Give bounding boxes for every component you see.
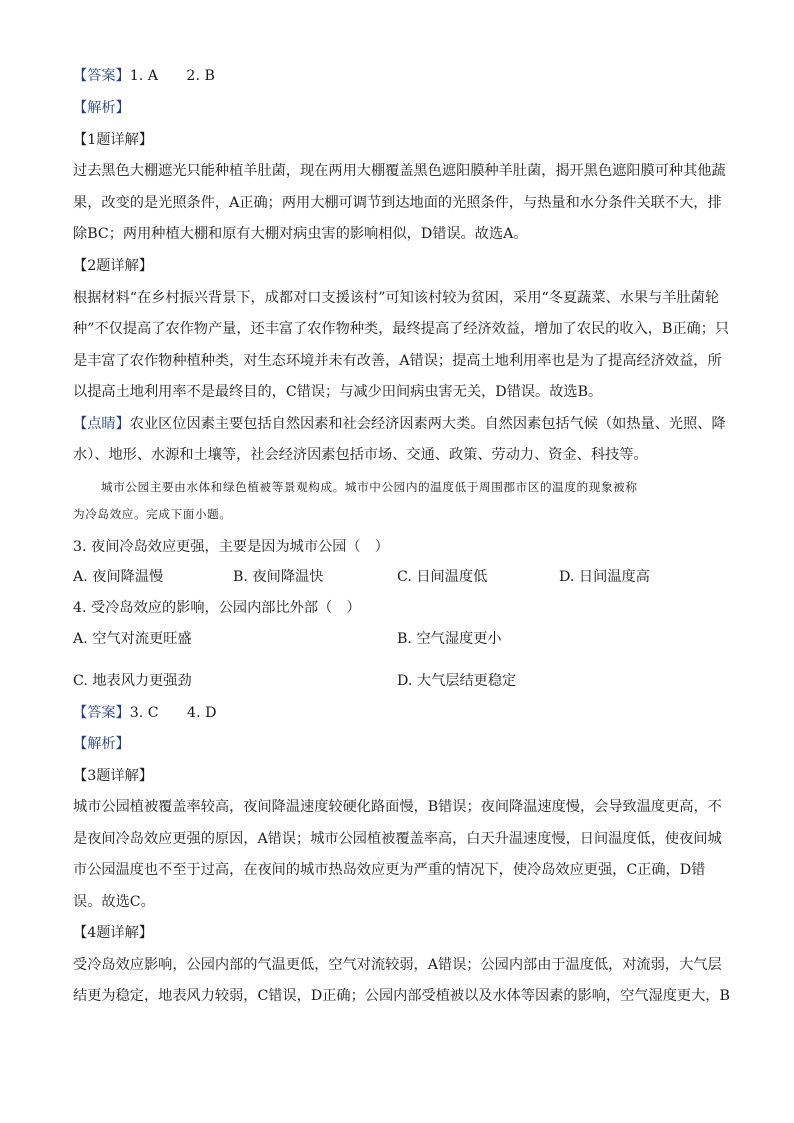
- q2-line-3: 是丰富了农作物种植种类，对生态环境并未有改善，A错误；提高土地利用率也是为了提高经济效益，所: [73, 353, 722, 369]
- answer-text-2: 3. C 4. D: [129, 705, 217, 721]
- tip-text-1: 农业区位因素主要包括自然因素和社会经济因素两大类。自然因素包括气候（如热量、光照、降: [129, 416, 726, 432]
- q3-line-1: 城市公园植被覆盖率较高，夜间降温速度较硬化路面慢，B错误；夜间降温速度慢，会导致温度更高，不: [73, 799, 722, 815]
- answer-tag-2: 【答案】: [73, 705, 130, 721]
- q1-line-2: 果，改变的是光照条件，A正确；两用大棚可调节到达地面的光照条件，与热量和水分条件关联不大，排: [73, 195, 722, 211]
- q3-detail-tag: 【3题详解】: [73, 768, 153, 784]
- q2-line-2: 种”不仅提高了农作物产量，还丰富了农作物种类，最终提高了经济效益，增加了农民的收入，B正确；只: [73, 321, 730, 337]
- material-line-1: 城市公园主要由水体和绿色植被等景观构成。城市中公园内的温度低于周围郡市区的温度的现象被称: [101, 480, 638, 494]
- q3-option-b: B. 夜间降温快: [233, 569, 324, 585]
- q4-option-b: B. 空气湿度更小: [397, 631, 502, 647]
- analysis-tag-1: 【解析】: [73, 100, 130, 116]
- q3-option-d: D. 日间温度高: [559, 569, 650, 585]
- tip-line-1: [73, 414, 726, 434]
- q3-line-4: 误。故选C。: [73, 894, 155, 910]
- answer-line-1: [73, 66, 215, 86]
- q4-detail-tag: 【4题详解】: [73, 925, 153, 941]
- q3-line-2: 是夜间冷岛效应更强的原因，A错误；城市公园植被覆盖率高，白天升温速度慢，日间温度低，使夜间城: [73, 831, 722, 847]
- answer-line-2: [73, 703, 216, 723]
- tip-tag: 【点睛】: [73, 416, 130, 432]
- q3-stem: 3. 夜间冷岛效应更强，主要是因为城市公园（ ）: [73, 539, 389, 555]
- analysis-tag-2: 【解析】: [73, 736, 130, 752]
- q4-line-1: 受冷岛效应影响，公园内部的气温更低，空气对流较弱，A错误；公园内部由于温度低，对流弱，大气层: [73, 957, 722, 973]
- q4-stem: 4. 受冷岛效应的影响，公园内部比外部（ ）: [73, 600, 361, 616]
- q3-option-a: A. 夜间降温慢: [73, 569, 164, 585]
- q2-detail-tag: 【2题详解】: [73, 258, 153, 274]
- q2-line-1: 根据材料“在乡村振兴背景下，成都对口支援该村”可知该村较为贫困，采用“冬夏蔬菜、水果与羊肚菌轮: [73, 290, 720, 306]
- tip-line-2: 水）、地形、水源和土壤等，社会经济因素包括市场、交通、政策、劳动力、资金、科技等。: [73, 447, 648, 463]
- q3-line-3: 市公园温度也不至于过高，在夜间的城市热岛效应更为严重的情况下，使冷岛效应更强，C正确，D错: [73, 862, 706, 878]
- q1-line-1: 过去黑色大棚遮光只能种植羊肚菌，现在两用大棚覆盖黑色遮阳膜种羊肚菌，揭开黑色遮阳膜可种其他蔬: [73, 163, 726, 179]
- q1-line-3: 除BC；两用种植大棚和原有大棚对病虫害的影响相似，D错误。故选A。: [73, 226, 528, 242]
- q4-option-d: D. 大气层结更稳定: [397, 673, 517, 689]
- answer-text: 1. A 2. B: [129, 68, 215, 84]
- q2-line-4: 以提高土地利用率不是最终目的，C错误；与减少田间病虫害无关，D错误。故选B。: [73, 384, 603, 400]
- answer-tag: 【答案】: [73, 68, 130, 84]
- material-line-2: 为冷岛效应。完成下面小题。: [73, 507, 232, 521]
- q1-detail-tag: 【1题详解】: [73, 132, 153, 148]
- q3-option-c: C. 日间温度低: [397, 569, 488, 585]
- q4-option-a: A. 空气对流更旺盛: [73, 631, 192, 647]
- q4-option-c: C. 地表风力更强劲: [73, 673, 192, 689]
- q4-line-2: 结更为稳定，地表风力较弱，C错误，D正确；公园内部受植被以及水体等因素的影响，空气湿度更大，B: [73, 988, 730, 1004]
